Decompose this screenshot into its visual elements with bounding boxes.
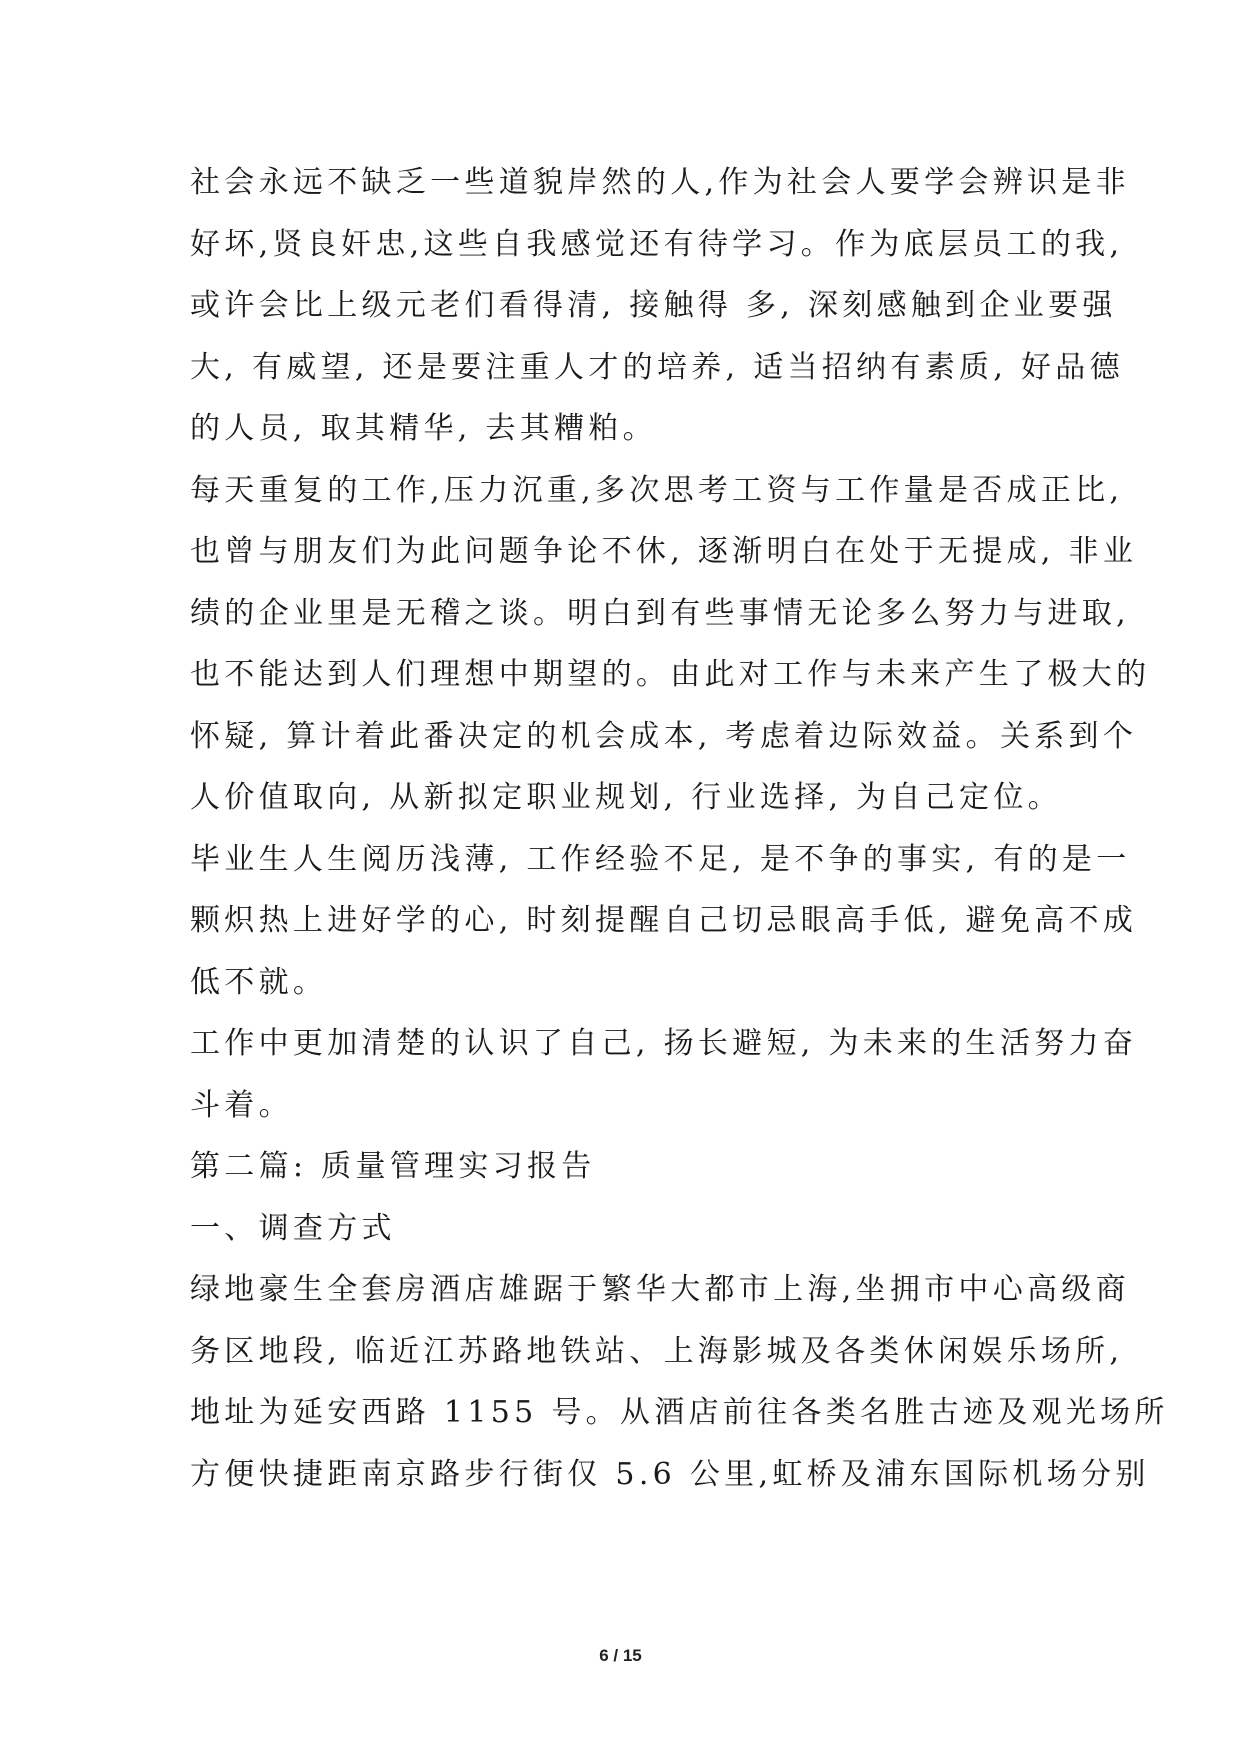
text-line: 颗炽热上进好学的心, 时刻提醒自己切忌眼高手低, 避免高不成 bbox=[190, 903, 1138, 938]
section-heading: 第二篇: 质量管理实习报告 bbox=[190, 1149, 596, 1184]
body-text bbox=[190, 152, 1169, 1505]
text-line: 社会永远不缺乏一些道貌岸然的人,作为社会人要学会辨识是非 bbox=[190, 165, 1130, 200]
text-line: 好坏,贤良奸忠,这些自我感觉还有待学习。作为底层员工的我, bbox=[190, 226, 1124, 262]
text-line: 地址为延安西路 1155 号。从酒店前往各类名胜古迹及观光场所 bbox=[190, 1395, 1169, 1430]
text-line: 低不就。 bbox=[190, 964, 328, 1000]
text-line: 方便快捷距南京路步行街仅 5.6 公里,虹桥及浦东国际机场分别 bbox=[190, 1456, 1150, 1492]
text-line: 人价值取向, 从新拟定职业规划, 行业选择, 为自己定位。 bbox=[190, 780, 1062, 815]
text-line: 务区地段, 临近江苏路地铁站、上海影城及各类休闲娱乐场所, bbox=[190, 1333, 1124, 1369]
text-line: 也曾与朋友们为此问题争论不休, 逐渐明白在处于无提成, 非业 bbox=[190, 534, 1138, 569]
text-line: 斗着。 bbox=[190, 1087, 293, 1123]
subsection-heading: 一、调查方式 bbox=[190, 1210, 396, 1246]
text-line: 怀疑, 算计着此番决定的机会成本, 考虑着边际效益。关系到个 bbox=[190, 718, 1138, 754]
page-number: 6 / 15 bbox=[599, 1646, 642, 1665]
text-line: 的人员, 取其精华, 去其糟粕。 bbox=[190, 411, 657, 446]
text-line: 也不能达到人们理想中期望的。由此对工作与未来产生了极大的 bbox=[190, 657, 1151, 692]
text-line: 绩的企业里是无稽之谈。明白到有些事情无论多么努力与进取, bbox=[190, 595, 1130, 631]
text-line: 或许会比上级元老们看得清, 接触得 多, 深刻感触到企业要强 bbox=[190, 288, 1117, 323]
text-line: 绿地豪生全套房酒店雄踞于繁华大都市上海,坐拥市中心高级商 bbox=[190, 1272, 1130, 1307]
text-line: 毕业生人生阅历浅薄, 工作经验不足, 是不争的事实, 有的是一 bbox=[190, 841, 1131, 877]
text-line: 工作中更加清楚的认识了自己, 扬长避短, 为未来的生活努力奋 bbox=[190, 1026, 1138, 1061]
text-line: 每天重复的工作,压力沉重,多次思考工资与工作量是否成正比, bbox=[190, 472, 1124, 508]
text-line: 大, 有威望, 还是要注重人才的培养, 适当招纳有素质, 好品德 bbox=[190, 349, 1124, 385]
